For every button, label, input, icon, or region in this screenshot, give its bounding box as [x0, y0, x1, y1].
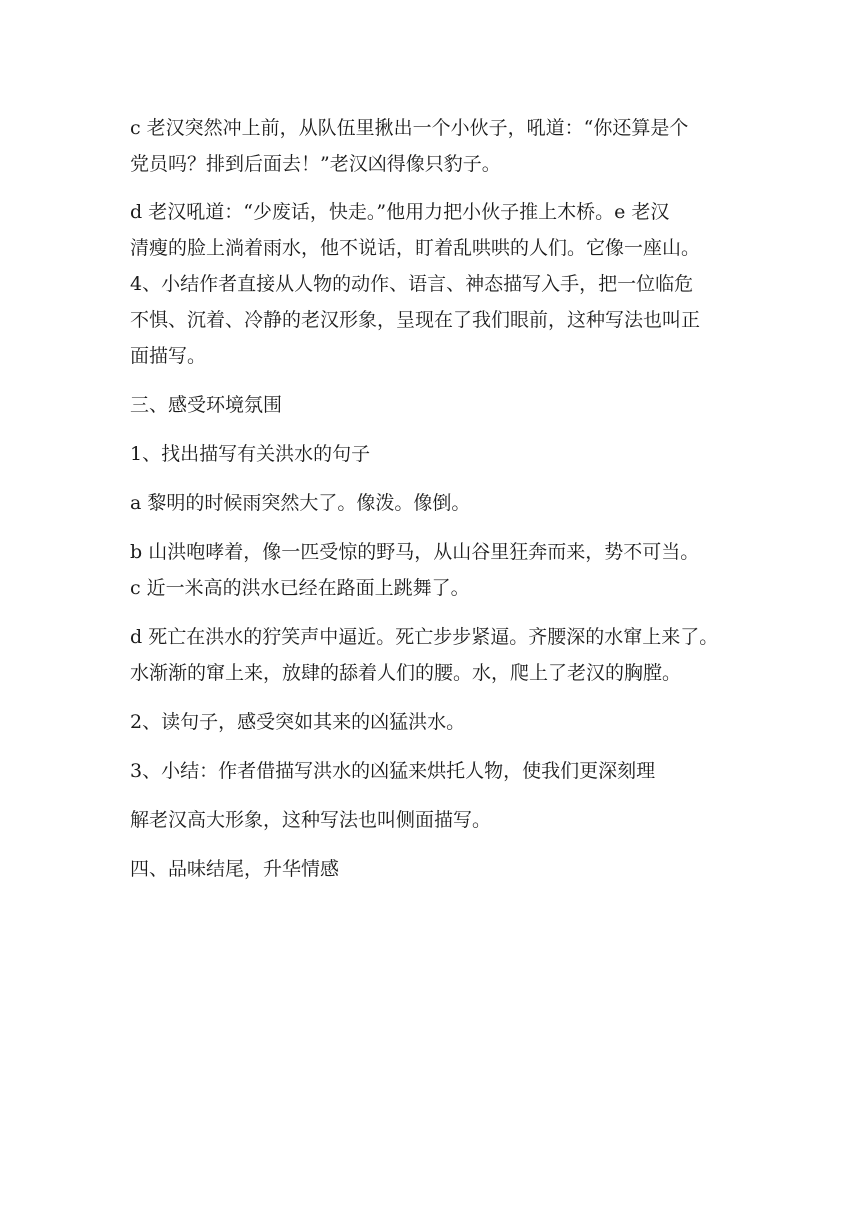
paragraph	[130, 194, 740, 374]
paragraph	[130, 110, 740, 182]
paragraph	[130, 704, 740, 740]
paragraph	[130, 619, 740, 691]
text-line: c 近一米高的洪水已经在路面上跳舞了。	[130, 577, 470, 599]
text-line: 解老汉高大形象，这种写法也叫侧面描写。	[130, 809, 492, 831]
section-heading	[130, 387, 740, 423]
text-line: 四、品味结尾，升华情感	[130, 858, 340, 880]
text-line: 1、找出描写有关洪水的句子	[130, 443, 371, 465]
document-page	[130, 110, 740, 887]
paragraph	[130, 753, 740, 789]
text-line: d 死亡在洪水的狞笑声中逼近。死亡步步紧逼。齐腰深的水窜上来了。	[130, 626, 719, 648]
text-line: 4、小结作者直接从人物的动作、语言、神态描写入手，把一位临危	[130, 273, 694, 295]
text-line: d 老汉吼道：“少废话，快走。”他用力把小伙子推上木桥。e 老汉	[130, 201, 670, 223]
text-line: 党员吗？排到后面去！”老汉凶得像只豹子。	[130, 153, 501, 175]
paragraph	[130, 485, 740, 521]
text-line: b 山洪咆哮着，像一匹受惊的野马，从山谷里狂奔而来，势不可当。	[130, 541, 700, 563]
section-heading	[130, 851, 740, 887]
text-line: 三、感受环境氛围	[130, 394, 283, 416]
paragraph	[130, 534, 740, 606]
paragraph	[130, 436, 740, 472]
text-line: 面描写。	[130, 345, 207, 367]
text-line: 清瘦的脸上淌着雨水，他不说话，盯着乱哄哄的人们。它像一座山。	[130, 237, 701, 259]
text-line: 3、小结：作者借描写洪水的凶猛来烘托人物，使我们更深刻理	[130, 760, 656, 782]
text-line: a 黎明的时候雨突然大了。像泼。像倒。	[130, 492, 471, 514]
text-line: 2、读句子，感受突如其来的凶猛洪水。	[130, 711, 466, 733]
text-line: c 老汉突然冲上前，从队伍里揪出一个小伙子，吼道：“你还算是个	[130, 117, 689, 139]
text-line: 水渐渐的窜上来，放肆的舔着人们的腰。水，爬上了老汉的胸膛。	[130, 662, 682, 684]
paragraph	[130, 802, 740, 838]
text-line: 不惧、沉着、冷静的老汉形象，呈现在了我们眼前，这种写法也叫正	[130, 309, 701, 331]
